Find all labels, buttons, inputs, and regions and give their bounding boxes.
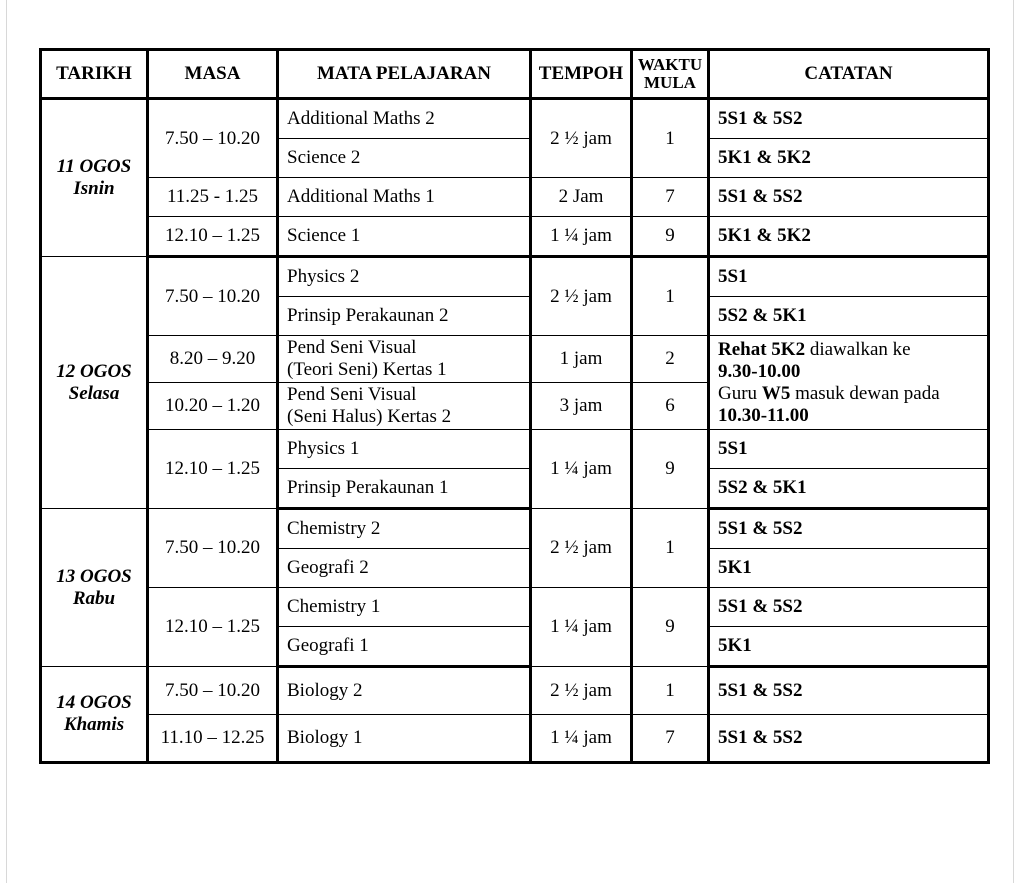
waktu-cell: 9 — [632, 217, 709, 257]
day-label: Isnin — [73, 178, 115, 199]
tempoh-cell: 2 ½ jam — [531, 509, 632, 588]
subject-cell: Prinsip Perakaunan 1 — [278, 469, 531, 509]
subject-cell: Biology 1 — [278, 715, 531, 763]
tempoh-cell: 3 jam — [531, 383, 632, 430]
table-row — [41, 667, 989, 715]
masa-cell: 7.50 – 10.20 — [148, 509, 278, 588]
subject-cell: Additional Maths 2 — [278, 99, 531, 139]
waktu-cell: 1 — [632, 99, 709, 178]
tempoh-cell: 1 jam — [531, 336, 632, 383]
header-masa: MASA — [148, 50, 278, 99]
header-waktu-mula — [632, 50, 709, 99]
date-cell — [41, 509, 148, 667]
subject-cell: Chemistry 1 — [278, 588, 531, 627]
catatan-cell: 5S1 & 5S2 — [709, 99, 989, 139]
catatan-cell: 5K1 & 5K2 — [709, 217, 989, 257]
table-row — [41, 99, 989, 139]
note-part3-rest: masuk dewan pada — [790, 382, 940, 404]
catatan-cell: 5K1 — [709, 627, 989, 667]
subject-cell: Chemistry 2 — [278, 509, 531, 549]
subject-line: (Teori Seni) Kertas 1 — [287, 359, 447, 380]
catatan-cell: 5K1 & 5K2 — [709, 139, 989, 178]
exam-schedule-table — [39, 48, 990, 764]
subject-cell: Science 1 — [278, 217, 531, 257]
masa-cell: 12.10 – 1.25 — [148, 588, 278, 667]
tempoh-cell: 2 ½ jam — [531, 257, 632, 336]
date-cell — [41, 257, 148, 509]
date-cell — [41, 99, 148, 257]
subject-cell: Geografi 1 — [278, 627, 531, 667]
header-row — [41, 50, 989, 99]
masa-cell: 7.50 – 10.20 — [148, 257, 278, 336]
table-row — [41, 715, 989, 763]
header-mata-pelajaran: MATA PELAJARAN — [278, 50, 531, 99]
masa-cell: 10.20 – 1.20 — [148, 383, 278, 430]
waktu-cell: 7 — [632, 178, 709, 217]
catatan-cell: 5S1 & 5S2 — [709, 667, 989, 715]
day-label: Selasa — [68, 382, 120, 404]
date-label: 11 OGOS — [56, 156, 132, 177]
catatan-cell: 5S1 & 5S2 — [709, 588, 989, 627]
date-cell — [41, 667, 148, 763]
catatan-cell: 5S2 & 5K1 — [709, 297, 989, 336]
note-part1-bold: Rehat 5K2 — [718, 338, 806, 360]
date-label: 12 OGOS — [56, 360, 132, 382]
waktu-cell: 9 — [632, 430, 709, 509]
page-edge-right — [1013, 0, 1014, 883]
note-part2-bold: 9.30-10.00 — [718, 360, 801, 382]
subject-line: Pend Seni Visual — [287, 337, 417, 358]
waktu-cell: 1 — [632, 257, 709, 336]
subject-cell: Prinsip Perakaunan 2 — [278, 297, 531, 336]
table-row — [41, 336, 989, 383]
subject-cell: Biology 2 — [278, 667, 531, 715]
tempoh-cell: 2 Jam — [531, 178, 632, 217]
masa-cell: 7.50 – 10.20 — [148, 99, 278, 178]
catatan-note-cell — [709, 336, 989, 430]
table-row — [41, 509, 989, 549]
table-row — [41, 217, 989, 257]
waktu-cell: 2 — [632, 336, 709, 383]
date-label: 13 OGOS — [56, 565, 132, 587]
tempoh-cell: 1 ¼ jam — [531, 715, 632, 763]
subject-cell: Geografi 2 — [278, 549, 531, 588]
header-catatan: CATATAN — [709, 50, 989, 99]
catatan-cell: 5S1 & 5S2 — [709, 178, 989, 217]
masa-cell: 12.10 – 1.25 — [148, 430, 278, 509]
date-label: 14 OGOS — [56, 692, 132, 713]
tempoh-cell: 1 ¼ jam — [531, 430, 632, 509]
header-tempoh: TEMPOH — [531, 50, 632, 99]
waktu-cell: 1 — [632, 509, 709, 588]
catatan-cell: 5S1 — [709, 257, 989, 297]
subject-line: Pend Seni Visual — [287, 384, 417, 405]
waktu-cell: 7 — [632, 715, 709, 763]
masa-cell: 11.10 – 12.25 — [148, 715, 278, 763]
note-part3: Guru — [718, 382, 762, 404]
note-part1: diawalkan ke — [805, 338, 911, 360]
tempoh-cell: 1 ¼ jam — [531, 588, 632, 667]
table-row — [41, 430, 989, 469]
catatan-cell: 5K1 — [709, 549, 989, 588]
header-waktu-line1: WAKTU — [637, 55, 703, 74]
subject-cell: Additional Maths 1 — [278, 178, 531, 217]
subject-cell — [278, 383, 531, 430]
day-label: Khamis — [63, 714, 125, 735]
header-waktu-line2: MULA — [644, 73, 696, 92]
tempoh-cell: 1 ¼ jam — [531, 217, 632, 257]
subject-cell — [278, 336, 531, 383]
tempoh-cell: 2 ½ jam — [531, 667, 632, 715]
header-tarikh: TARIKH — [41, 50, 148, 99]
catatan-cell: 5S1 — [709, 430, 989, 469]
waktu-cell: 6 — [632, 383, 709, 430]
subject-line: (Seni Halus) Kertas 2 — [287, 406, 452, 427]
waktu-cell: 1 — [632, 667, 709, 715]
subject-cell: Science 2 — [278, 139, 531, 178]
waktu-cell: 9 — [632, 588, 709, 667]
subject-cell: Physics 2 — [278, 257, 531, 297]
masa-cell: 8.20 – 9.20 — [148, 336, 278, 383]
catatan-cell: 5S1 & 5S2 — [709, 715, 989, 763]
page-edge-left — [6, 0, 7, 883]
tempoh-cell: 2 ½ jam — [531, 99, 632, 178]
masa-cell: 11.25 - 1.25 — [148, 178, 278, 217]
masa-cell: 7.50 – 10.20 — [148, 667, 278, 715]
masa-cell: 12.10 – 1.25 — [148, 217, 278, 257]
note-part4-bold: 10.30-11.00 — [718, 404, 809, 426]
table-row — [41, 257, 989, 297]
day-label: Rabu — [72, 587, 116, 609]
table-row — [41, 588, 989, 627]
note-part3-bold: W5 — [761, 382, 791, 404]
catatan-cell: 5S1 & 5S2 — [709, 509, 989, 549]
subject-cell: Physics 1 — [278, 430, 531, 469]
catatan-cell: 5S2 & 5K1 — [709, 469, 989, 509]
table-row — [41, 178, 989, 217]
